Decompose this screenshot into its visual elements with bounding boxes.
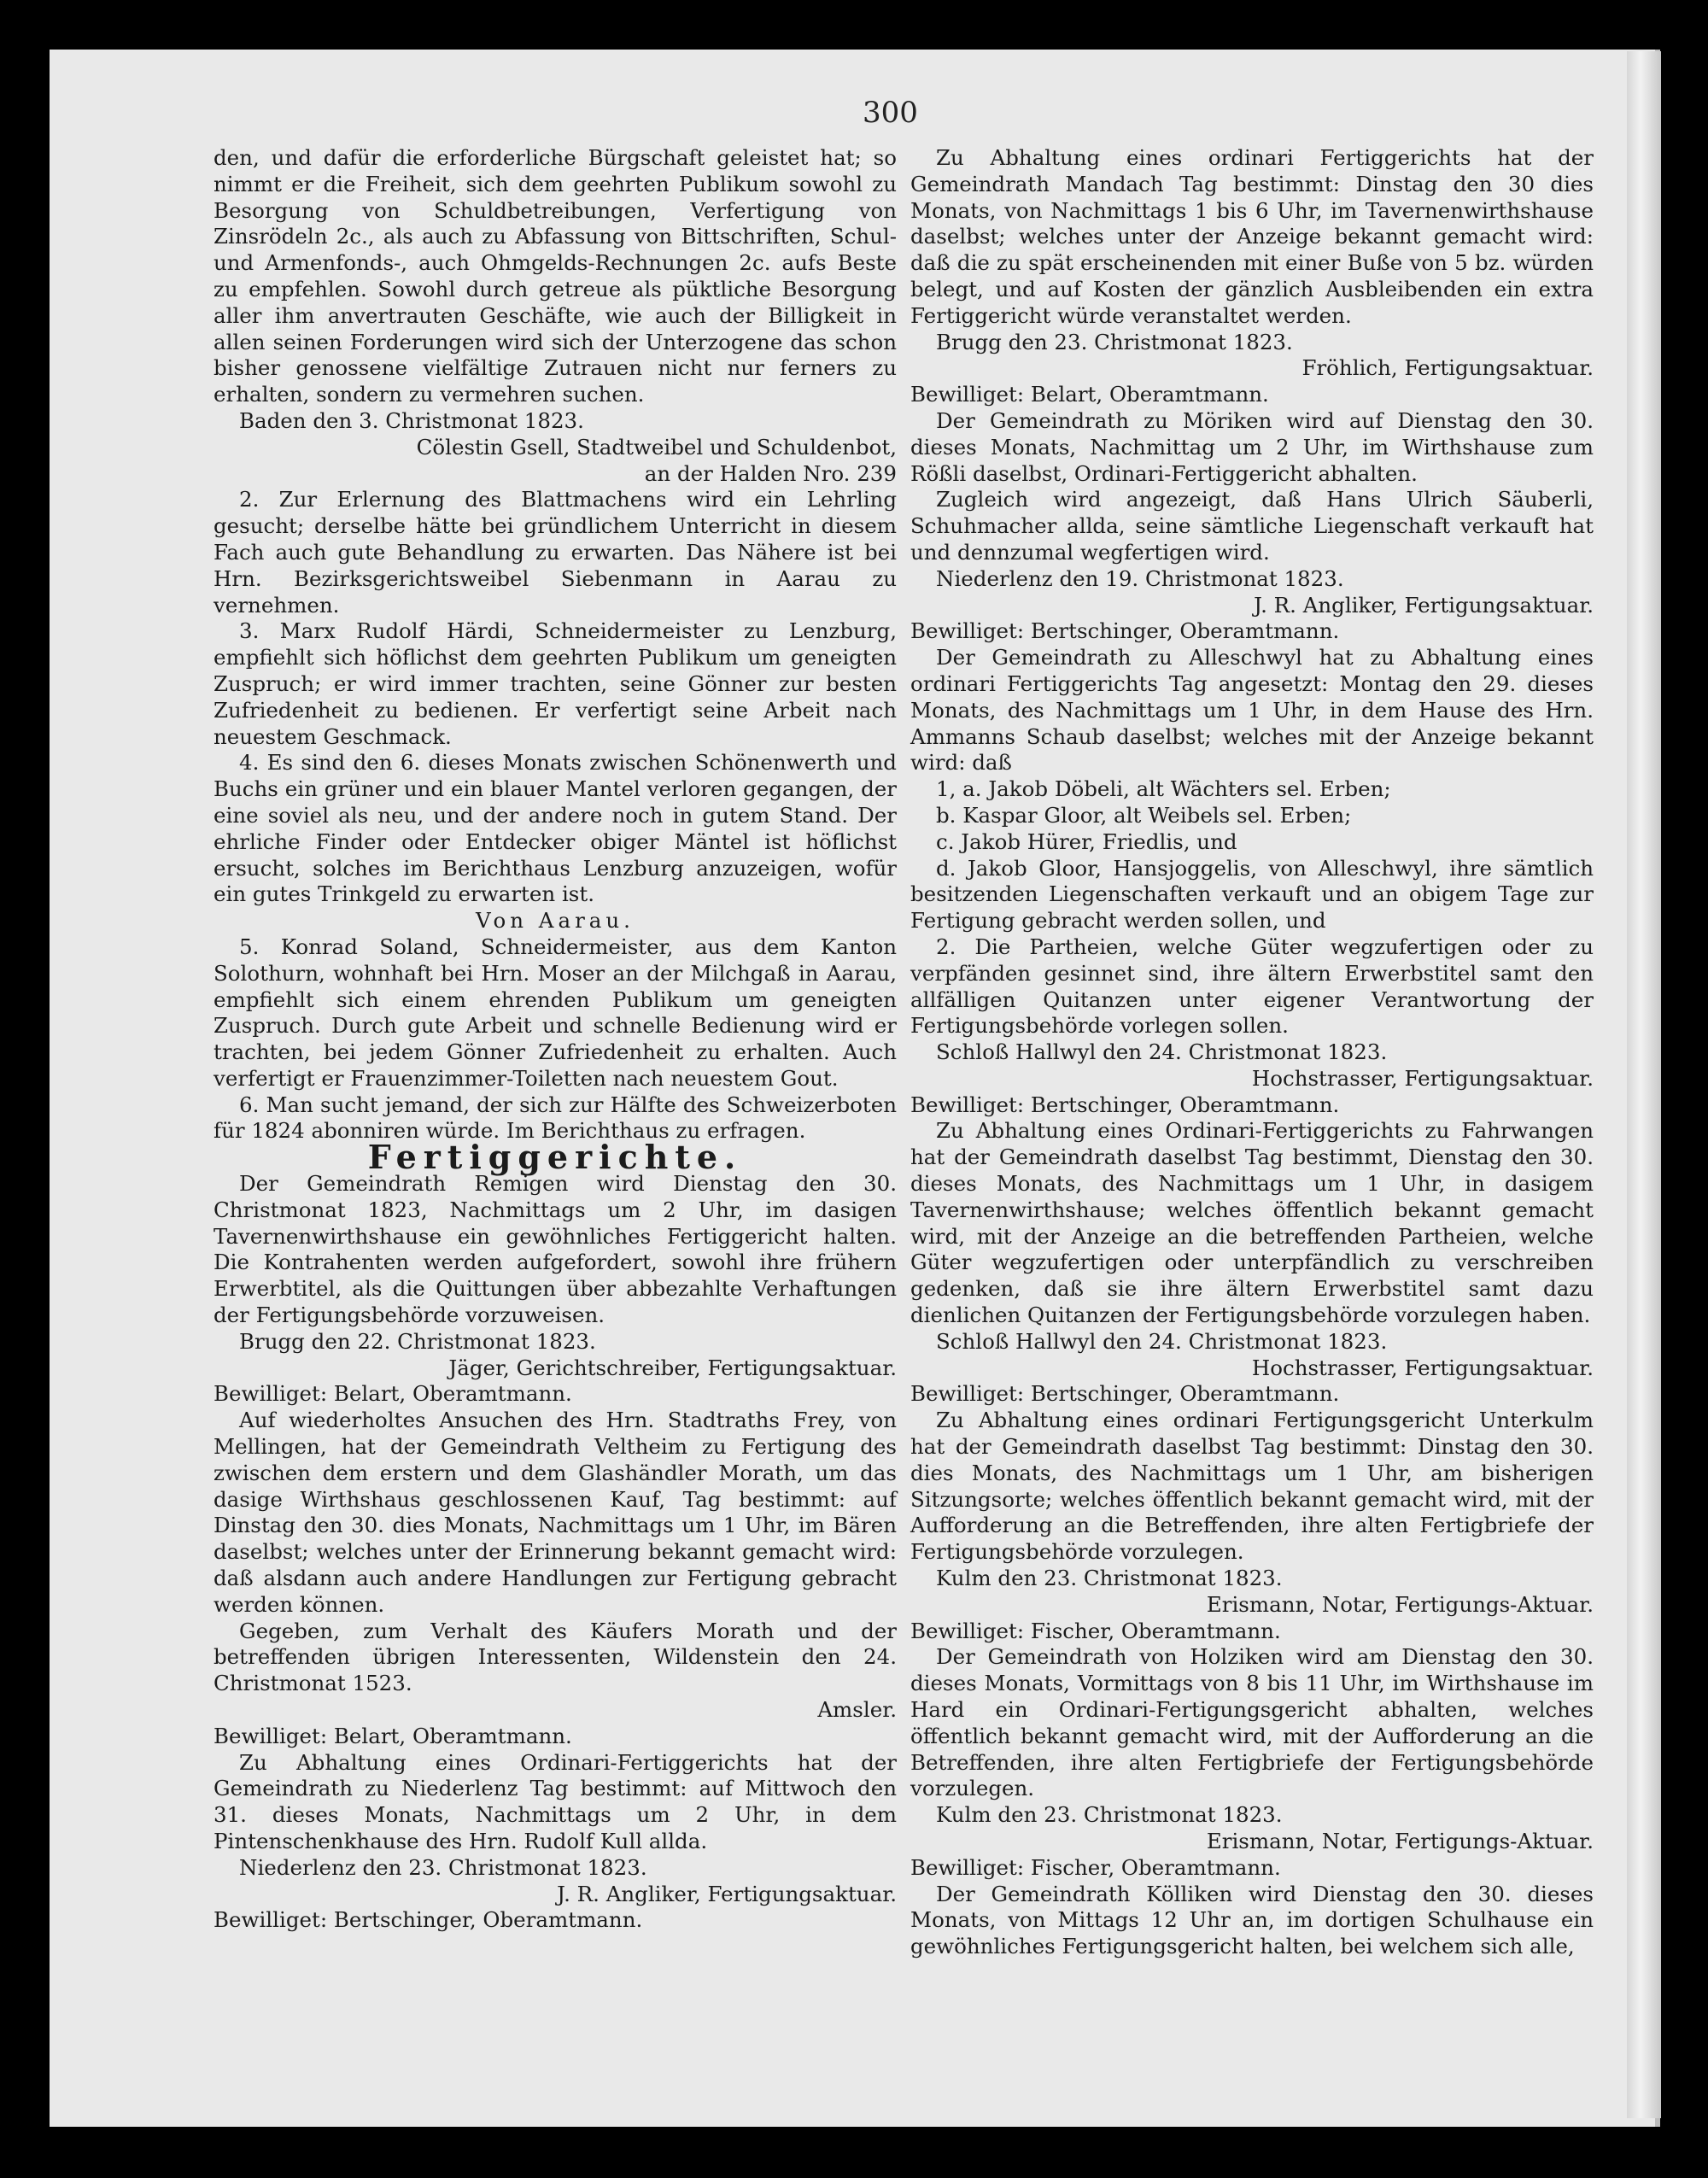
- dateline: Niederlenz den 19. Christmonat 1823.: [936, 565, 1344, 591]
- left-column: [214, 145, 897, 1934]
- approval-line: Bewilliget: Fischer, Oberamtmann.: [910, 1618, 1281, 1643]
- page-number: 300: [863, 96, 918, 130]
- dateline: Baden den 3. Christmonat 1823.: [239, 407, 584, 433]
- notice-fertiggericht: Der Gemeindrath Remigen wird Dienstag den 30. Christmonat 1823, Nachmittags um 2 Uhr, im dasigen Tavernenwirthshause ein gewöhnliches Fertiggericht halten. Die Kontrahenten werden aufgefordert, sowohl ihre frühern Erwerbtitel, als die Quittungen über abbezahlte Verhaftungen der Fertigungsbehörde vorzuweisen.: [214, 1171, 897, 1328]
- approval-line: Bewilliget: Belart, Oberamtmann.: [214, 1723, 572, 1748]
- signature: Amsler.: [817, 1697, 897, 1723]
- approval-line: Bewilliget: Bertschinger, Oberamtmann.: [910, 1381, 1340, 1407]
- signature: Fröhlich, Fertigungsaktuar.: [1301, 355, 1594, 381]
- section-heading: Fertiggerichte.: [367, 1138, 743, 1177]
- dateline: Kulm den 23. Christmonat 1823.: [936, 1802, 1283, 1828]
- notice-2: 2. Zur Erlernung des Blattmachens wird ein Lehrling gesucht; derselbe hätte bei gründlichem Unterricht in diesem Fach auch gute Behandlung zu erwarten. Das Nähere ist bei Hrn. Bezirksgerichtsweibel Siebenmann in Aarau zu vernehmen.: [214, 487, 897, 618]
- signature: Erismann, Notar, Fertigungs-Aktuar.: [1206, 1829, 1594, 1853]
- notice-4: 4. Es sind den 6. dieses Monats zwischen Schönenwerth und Buchs ein grüner und ein blauer Mantel verloren gegangen, der eine soviel als neu, und der andere noch in gutem Stand. Der ehrliche Finder oder Entdecker obiger Mäntel ist höflichst ersucht, solches im Berichthaus Lenzburg anzuzeigen, wofür ein gutes Trinkgeld zu erwarten ist.: [214, 750, 897, 907]
- notice-fertiggericht: Auf wiederholtes Ansuchen des Hrn. Stadtraths Frey, von Mellingen, hat der Gemeindrath Veltheim zu Fertigung des zwischen dem erstern und dem Glashändler Morath, um das dasige Wirthshaus geschlossenen Kauf, Tag bestimmt: auf Dinstag den 30. dies Monats, Nachmittags um 1 Uhr, im Bären daselbst; welches unter der Erinnerung bekannt gemacht wird: daß alsdann auch andere Handlungen zur Fertigung gebracht werden können.: [214, 1408, 897, 1617]
- signature: Cölestin Gsell, Stadtweibel und Schuldenbot, an der Halden Nro. 239: [416, 434, 897, 486]
- notice-5: 5. Konrad Soland, Schneidermeister, aus dem Kanton Solothurn, wohnhaft bei Hrn. Moser an der Milchgaß in Aarau, empfiehlt sich einem ehrenden Publikum um geneigten Zuspruch. Durch gute Arbeit und schnelle Bedienung wird er trachten, bei jedem Gönner Zufriedenheit zu erhalten. Auch verfertigt er Frauenzimmer-Toiletten nach neuestem Gout.: [214, 934, 897, 1091]
- list-item: 2. Die Partheien, welche Güter wegzufertigen oder zu verpfänden gesinnet sind, ihre ältern Erwerbstitel samt den allfälligen Quitanzen unter eigener Verantwortung der Fertigungsbehörde vorlegen sollen.: [910, 934, 1594, 1039]
- approval-line: Bewilliget: Belart, Oberamtmann.: [214, 1381, 572, 1407]
- paragraph: Gegeben, zum Verhalt des Käufers Morath und der betreffenden übrigen Interessenten, Wildenstein den 24. Christmonat 1523.: [214, 1618, 897, 1696]
- approval-line: Bewilliget: Bertschinger, Oberamtmann.: [214, 1907, 643, 1933]
- notice-fertiggericht: Zu Abhaltung eines Ordinari-Fertiggerichts hat der Gemeindrath zu Niederlenz Tag bestimmt: auf Mittwoch den 31. dieses Monats, Nachmittags um 2 Uhr, in dem Pintenschenkhause des Hrn. Rudolf Kull allda.: [214, 1749, 897, 1853]
- notice-fertiggericht: Der Gemeindrath Kölliken wird Dienstag den 30. dieses Monats, von Mittags 12 Uhr an, im dortigen Schulhause ein gewöhnliches Fertigungsgericht halten, bei welchem sich alle,: [910, 1881, 1594, 1959]
- paragraph: den, und dafür die erforderliche Bürgschaft geleistet hat; so nimmt er die Freiheit, sich dem geehrten Publikum sowohl zu Besorgung von Schuldbetreibungen, Verfertigung von Zinsrödeln 2c., als auch zu Abfassung von Bittschriften, Schul- und Armenfonds-, auch Ohmgelds-Rechnungen 2c. aufs Beste zu empfehlen. Sowohl durch getreue als püktliche Besorgung aller ihm anvertrauten Geschäfte, wie auch der Billigkeit in allen seinen Forderungen wird sich der Unterzogene das schon bisher genossene vielfältige Zutrauen nicht nur ferners zu erhalten, sondern zu vermehren suchen.: [214, 145, 897, 407]
- right-column: [910, 145, 1594, 1960]
- dateline: Schloß Hallwyl den 24. Christmonat 1823.: [936, 1039, 1388, 1065]
- approval-line: Bewilliget: Belart, Oberamtmann.: [910, 382, 1269, 407]
- signature: J. R. Angliker, Fertigungsaktuar.: [557, 1881, 897, 1906]
- paragraph: Zugleich wird angezeigt, daß Hans Ulrich Säuberli, Schuhmacher allda, seine sämtliche Liegenschaft verkauft hat und dennzumal wegfertigen wird.: [910, 487, 1594, 565]
- notice-fertiggericht: Zu Abhaltung eines ordinari Fertiggerichts hat der Gemeindrath Mandach Tag bestimmt: Dinstag den 30 dies Monats, von Nachmittags 1 bis 6 Uhr, im Tavernenwirthshause daselbst; welches unter der Anzeige bekannt gemacht wird: daß die zu spät erscheinenden mit einer Buße von 5 bz. würden belegt, und auf Kosten der gänzlich Ausbleibenden ein extra Fertiggericht würde veranstaltet werden.: [910, 145, 1594, 328]
- dateline: Schloß Hallwyl den 24. Christmonat 1823.: [936, 1328, 1388, 1354]
- list-item: 1, a. Jakob Döbeli, alt Wächters sel. Erben;: [936, 776, 1391, 802]
- approval-line: Bewilliget: Bertschinger, Oberamtmann.: [910, 618, 1340, 644]
- signature: Hochstrasser, Fertigungsaktuar.: [1251, 1355, 1594, 1380]
- approval-line: Bewilliget: Bertschinger, Oberamtmann.: [910, 1092, 1340, 1117]
- dateline: Brugg den 23. Christmonat 1823.: [936, 329, 1293, 354]
- dateline: Brugg den 22. Christmonat 1823.: [239, 1328, 596, 1354]
- notice-fertiggericht: Zu Abhaltung eines ordinari Fertigungsgericht Unterkulm hat der Gemeindrath daselbst Tag bestimmt: Dinstag den 30. dies Monats, des Nachmittags um 1 Uhr, am bisherigen Sitzungsorte; welches öffentlich bekannt gemacht wird, mit der Aufforderung an die Betreffenden, ihre alten Fertigbriefe der Fertigungsbehörde vorzulegen.: [910, 1408, 1594, 1565]
- notice-fertiggericht: Zu Abhaltung eines Ordinari-Fertiggerichts zu Fahrwangen hat der Gemeindrath daselbst Tag bestimmt, Dienstag den 30. dieses Monats, des Nachmittags um 1 Uhr, in dasigem Tavernenwirthshause; welches öffentlich bekannt gemacht wird, mit der Anzeige an die betreffenden Partheien, welche Güter wegzufertigen oder unterpfändlich zu verschreiben gedenken, daß sie ihre ältern Erwerbstitel samt dazu dienlichen Quitanzen der Fertigungsbehörde vorzulegen haben.: [910, 1118, 1594, 1328]
- notice-3: 3. Marx Rudolf Härdi, Schneidermeister zu Lenzburg, empfiehlt sich höflichst dem geehrten Publikum um geneigten Zuspruch; er wird immer trachten, seine Gönner zur besten Zufriedenheit zu bedienen. Er verfertigt seine Arbeit nach neuestem Geschmack.: [214, 618, 897, 749]
- dateline: Niederlenz den 23. Christmonat 1823.: [239, 1854, 647, 1880]
- list-item: c. Jakob Hürer, Friedlis, und: [936, 828, 1237, 854]
- page-fold-edge: [1627, 51, 1661, 2118]
- notice-fertiggericht: Der Gemeindrath von Holziken wird am Dienstag den 30. dieses Monats, Vormittags von 8 bis 11 Uhr, im Wirthshause im Hard ein Ordinari-Fertigungsgericht abhalten, welches öffentlich bekannt gemacht wird, mit der Aufforderung an die Betreffenden, ihre alten Fertigbriefe der Fertigungsbehörde vorzulegen.: [910, 1644, 1594, 1801]
- notice-fertiggericht: Der Gemeindrath zu Alleschwyl hat zu Abhaltung eines ordinari Fertiggerichts Tag angesetzt: Montag den 29. dieses Monats, des Nachmittags um 1 Uhr, in dem Hause des Hrn. Ammanns Schaub daselbst; welches mit der Anzeige bekannt wird: daß: [910, 645, 1594, 776]
- signature: Hochstrasser, Fertigungsaktuar.: [1251, 1065, 1594, 1091]
- signature: J. R. Angliker, Fertigungsaktuar.: [1254, 592, 1594, 618]
- signature: Erismann, Notar, Fertigungs-Aktuar.: [1206, 1591, 1594, 1617]
- approval-line: Bewilliget: Fischer, Oberamtmann.: [910, 1854, 1281, 1880]
- list-item: b. Kaspar Gloor, alt Weibels sel. Erben;: [936, 802, 1352, 828]
- notice-fertiggericht: Der Gemeindrath zu Möriken wird auf Dienstag den 30. dieses Monats, Nachmittag um 2 Uhr, im Wirthshause zum Rößli daselbst, Ordinari-Fertiggericht abhalten.: [910, 407, 1594, 486]
- section-subheading: Von Aarau.: [476, 908, 635, 934]
- notice-6: 6. Man sucht jemand, der sich zur Hälfte des Schweizerboten für 1824 abonniren würde. Im Berichthaus zu erfragen.: [214, 1092, 897, 1144]
- list-item: d. Jakob Gloor, Hansjoggelis, von Alleschwyl, ihre sämtlich besitzenden Liegenschaften verkauft und an obigem Tage zur Fertigung gebracht werden sollen, und: [910, 855, 1594, 934]
- dateline: Kulm den 23. Christmonat 1823.: [936, 1566, 1283, 1591]
- signature: Jäger, Gerichtschreiber, Fertigungsaktuar.: [448, 1355, 897, 1380]
